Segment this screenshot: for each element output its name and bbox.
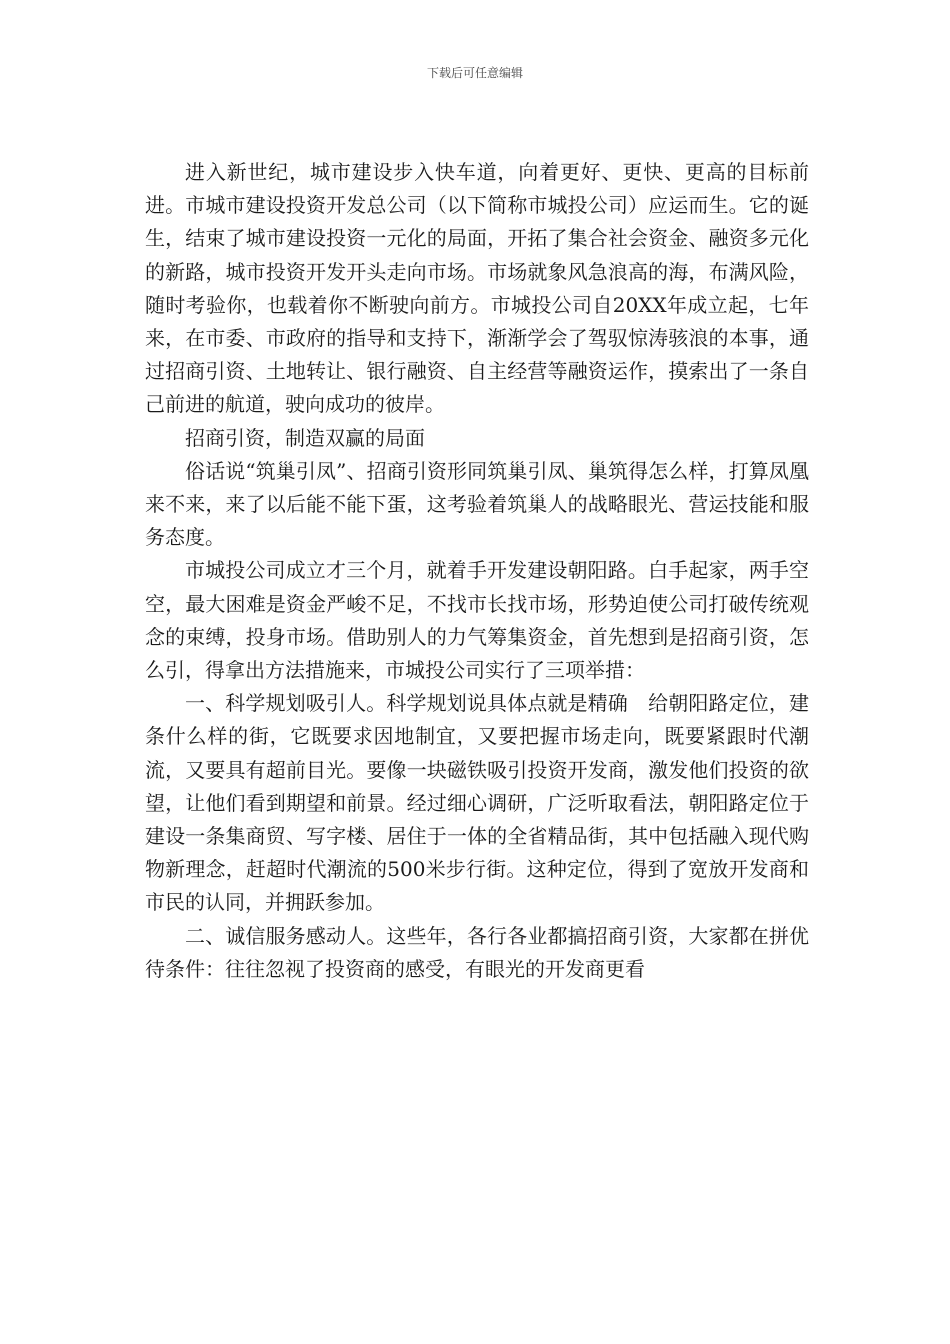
- page-header-note: 下载后可任意编辑: [426, 66, 523, 80]
- document-body: [145, 156, 809, 986]
- section-heading: 招商引资，制造双赢的局面: [185, 425, 425, 450]
- paragraph-chaoyang-road: 市城投公司成立才三个月，就着手开发建设朝阳路。白手起家，两手空空，最大困难是资金严峻不足，不找市长找市场，形势迫使公司打破传统观念的束缚，投身市场。借助别人的力气筹集资金，首先想到是招商引资，怎么引，得拿出方法措施来，市城投公司实行了三项举措：: [145, 558, 809, 683]
- paragraph-measure-one: 一、科学规划吸引人。科学规划说具体点就是精确 给朝阳路定位，建条什么样的街，它既要求因地制宜，又要把握市场走向，既要紧跟时代潮流，又要具有超前目光。要像一块磁铁吸引投资开发商，激发他们投资的欲望，让他们看到期望和前景。经过细心调研，广泛听取看法，朝阳路定位于建设一条集商贸、写字楼、居住于一体的全省精品街，其中包括融入现代购物新理念，赶超时代潮流的500米步行街。这种定位，得到了宽放开发商和市民的认同，并拥跃参加。: [145, 691, 809, 915]
- paragraph-measure-two: 二、诚信服务感动人。这些年，各行各业都搞招商引资，大家都在拼优待条件：往往忽视了投资商的感受，有眼光的开发商更看: [145, 923, 809, 981]
- paragraph-proverb: 俗话说“筑巢引凤”、招商引资形同筑巢引凤、巢筑得怎么样，打算凤凰来不来，来了以后能不能下蛋，这考验着筑巢人的战略眼光、营运技能和服务态度。: [145, 458, 809, 550]
- paragraph-intro: 进入新世纪，城市建设步入快车道，向着更好、更快、更高的目标前进。市城市建设投资开发总公司（以下简称市城投公司）应运而生。它的诞生，结束了城市建设投资一元化的局面，开拓了集合社会资金、融资多元化的新路，城市投资开发开头走向市场。市场就象风急浪高的海，布满风险，随时考验你，也载着你不断驶向前方。市城投公司自20XX年成立起，七年来，在市委、市政府的指导和支持下，渐渐学会了驾驭惊涛骇浪的本事，通过招商引资、土地转让、银行融资、自主经营等融资运作，摸索出了一条自己前进的航道，驶向成功的彼岸。: [145, 160, 809, 417]
